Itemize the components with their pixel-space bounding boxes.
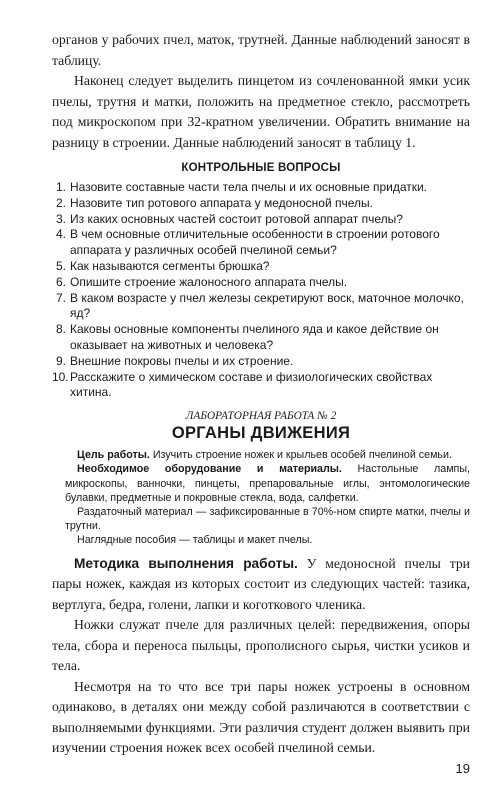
- control-questions-list: [52, 180, 470, 401]
- question-text: В каком возрасте у пчел железы секретируют воск, маточное молочко, яд?: [70, 290, 464, 321]
- control-questions-heading: КОНТРОЛЬНЫЕ ВОПРОСЫ: [181, 162, 341, 174]
- question-number: 5.: [55, 258, 66, 273]
- method-paragraph: [52, 554, 470, 616]
- list-item: [52, 370, 470, 402]
- list-item: [52, 275, 470, 291]
- intro-paragraph: органов у рабочих пчел, маток, трутней. Данные наблюдений заносят в таблицу.: [52, 32, 470, 68]
- list-item: [52, 196, 470, 212]
- method-text: У медоносной пчелы три пары ножек, каждая из которых состоит из следующих частей: тазика, вертлуга, бедра, голени, лапки и коготкового членика.: [52, 555, 471, 612]
- intro-paragraph: Наконец следует выделить пинцетом из сочленованной ямки усик пчелы, трутня и матки, положить на предметное стекло, рассмотреть под микроскопом при 32-кратном увеличении. Обратить внимание на разницу в строении. Данные наблюдений заносят в таблицу 1.: [52, 73, 470, 150]
- lab-equipment: [65, 462, 470, 505]
- list-item: [52, 259, 470, 275]
- list-item: [52, 354, 470, 370]
- method-paragraph: Ножки служат пчеле для различных целей: передвижения, опоры тела, сбора и переноса пыльцы, прополисного сырья, чистки усиков и тела.: [52, 617, 470, 674]
- lab-equipment-text: Настольные лампы, микроскопы, ванночки, пинцеты, препаровальные иглы, энтомологические булавки, предметные и покровные стекла, вода, салфетки.: [65, 463, 470, 504]
- question-number: 6.: [55, 274, 66, 289]
- method-paragraph: Несмотря на то что все три пары ножек устроены в основном одинаково, в деталях они между собой различаются в соответствии с выполняемыми функциями. Эти различия студент должен выявить при изучении строения ножек всех особей пчелиной семьи.: [52, 678, 470, 756]
- question-number: 7.: [55, 290, 66, 305]
- list-item: [52, 227, 470, 259]
- list-item: [52, 322, 470, 354]
- question-text: Опишите строение жалоносного аппарата пчелы.: [70, 274, 348, 289]
- lab-work-title: ОРГАНЫ ДВИЖЕНИЯ: [171, 424, 351, 443]
- question-text: В чем основные отличительные особенности в строении ротового аппарата у различных особей пчелиной семьи?: [70, 227, 440, 258]
- question-number: 10.: [52, 369, 69, 384]
- question-number: 2.: [55, 195, 66, 210]
- question-text: Назовите составные части тела пчелы и их основные придатки.: [70, 180, 428, 194]
- question-text: Расскажите о химическом составе и физиологических свойствах хитина.: [70, 369, 433, 400]
- lab-goal-label: Цель работы.: [77, 449, 150, 462]
- question-number: 1.: [55, 180, 66, 194]
- question-number: 9.: [55, 353, 66, 368]
- question-number: 3.: [55, 211, 66, 226]
- question-text: Как называются сегменты брюшка?: [70, 258, 270, 273]
- question-text: Из каких основных частей состоит ротовой аппарат пчелы?: [70, 211, 403, 226]
- question-text: Каковы основные компоненты пчелиного яда и какое действие он оказывает на животных и человека?: [70, 322, 439, 352]
- page-number: 19: [455, 761, 470, 776]
- method-label: Методика выполнения работы.: [74, 555, 298, 571]
- question-text: Внешние покровы пчелы и их строение.: [70, 353, 294, 368]
- question-number: 8.: [55, 322, 66, 337]
- lab-goal: [65, 448, 470, 462]
- list-item: [52, 212, 470, 228]
- list-item: [52, 180, 470, 196]
- lab-work-label: ЛАБОРАТОРНАЯ РАБОТА № 2: [185, 410, 337, 423]
- question-text: Назовите тип ротового аппарата у медоносной пчелы.: [70, 195, 373, 210]
- lab-equipment-label: Необходимое оборудование и материалы.: [77, 463, 342, 476]
- lab-goal-text: Изучить строение ножек и крыльев особей пчелиной семьи.: [152, 449, 452, 462]
- list-item: [52, 291, 470, 323]
- question-number: 4.: [55, 227, 66, 242]
- lab-visual-aids: Наглядные пособия — таблицы и макет пчелы.: [77, 534, 313, 547]
- lab-material: Раздаточный материал — зафиксированные в 70%-ном спирте матки, пчелы и трутни.: [65, 505, 470, 533]
